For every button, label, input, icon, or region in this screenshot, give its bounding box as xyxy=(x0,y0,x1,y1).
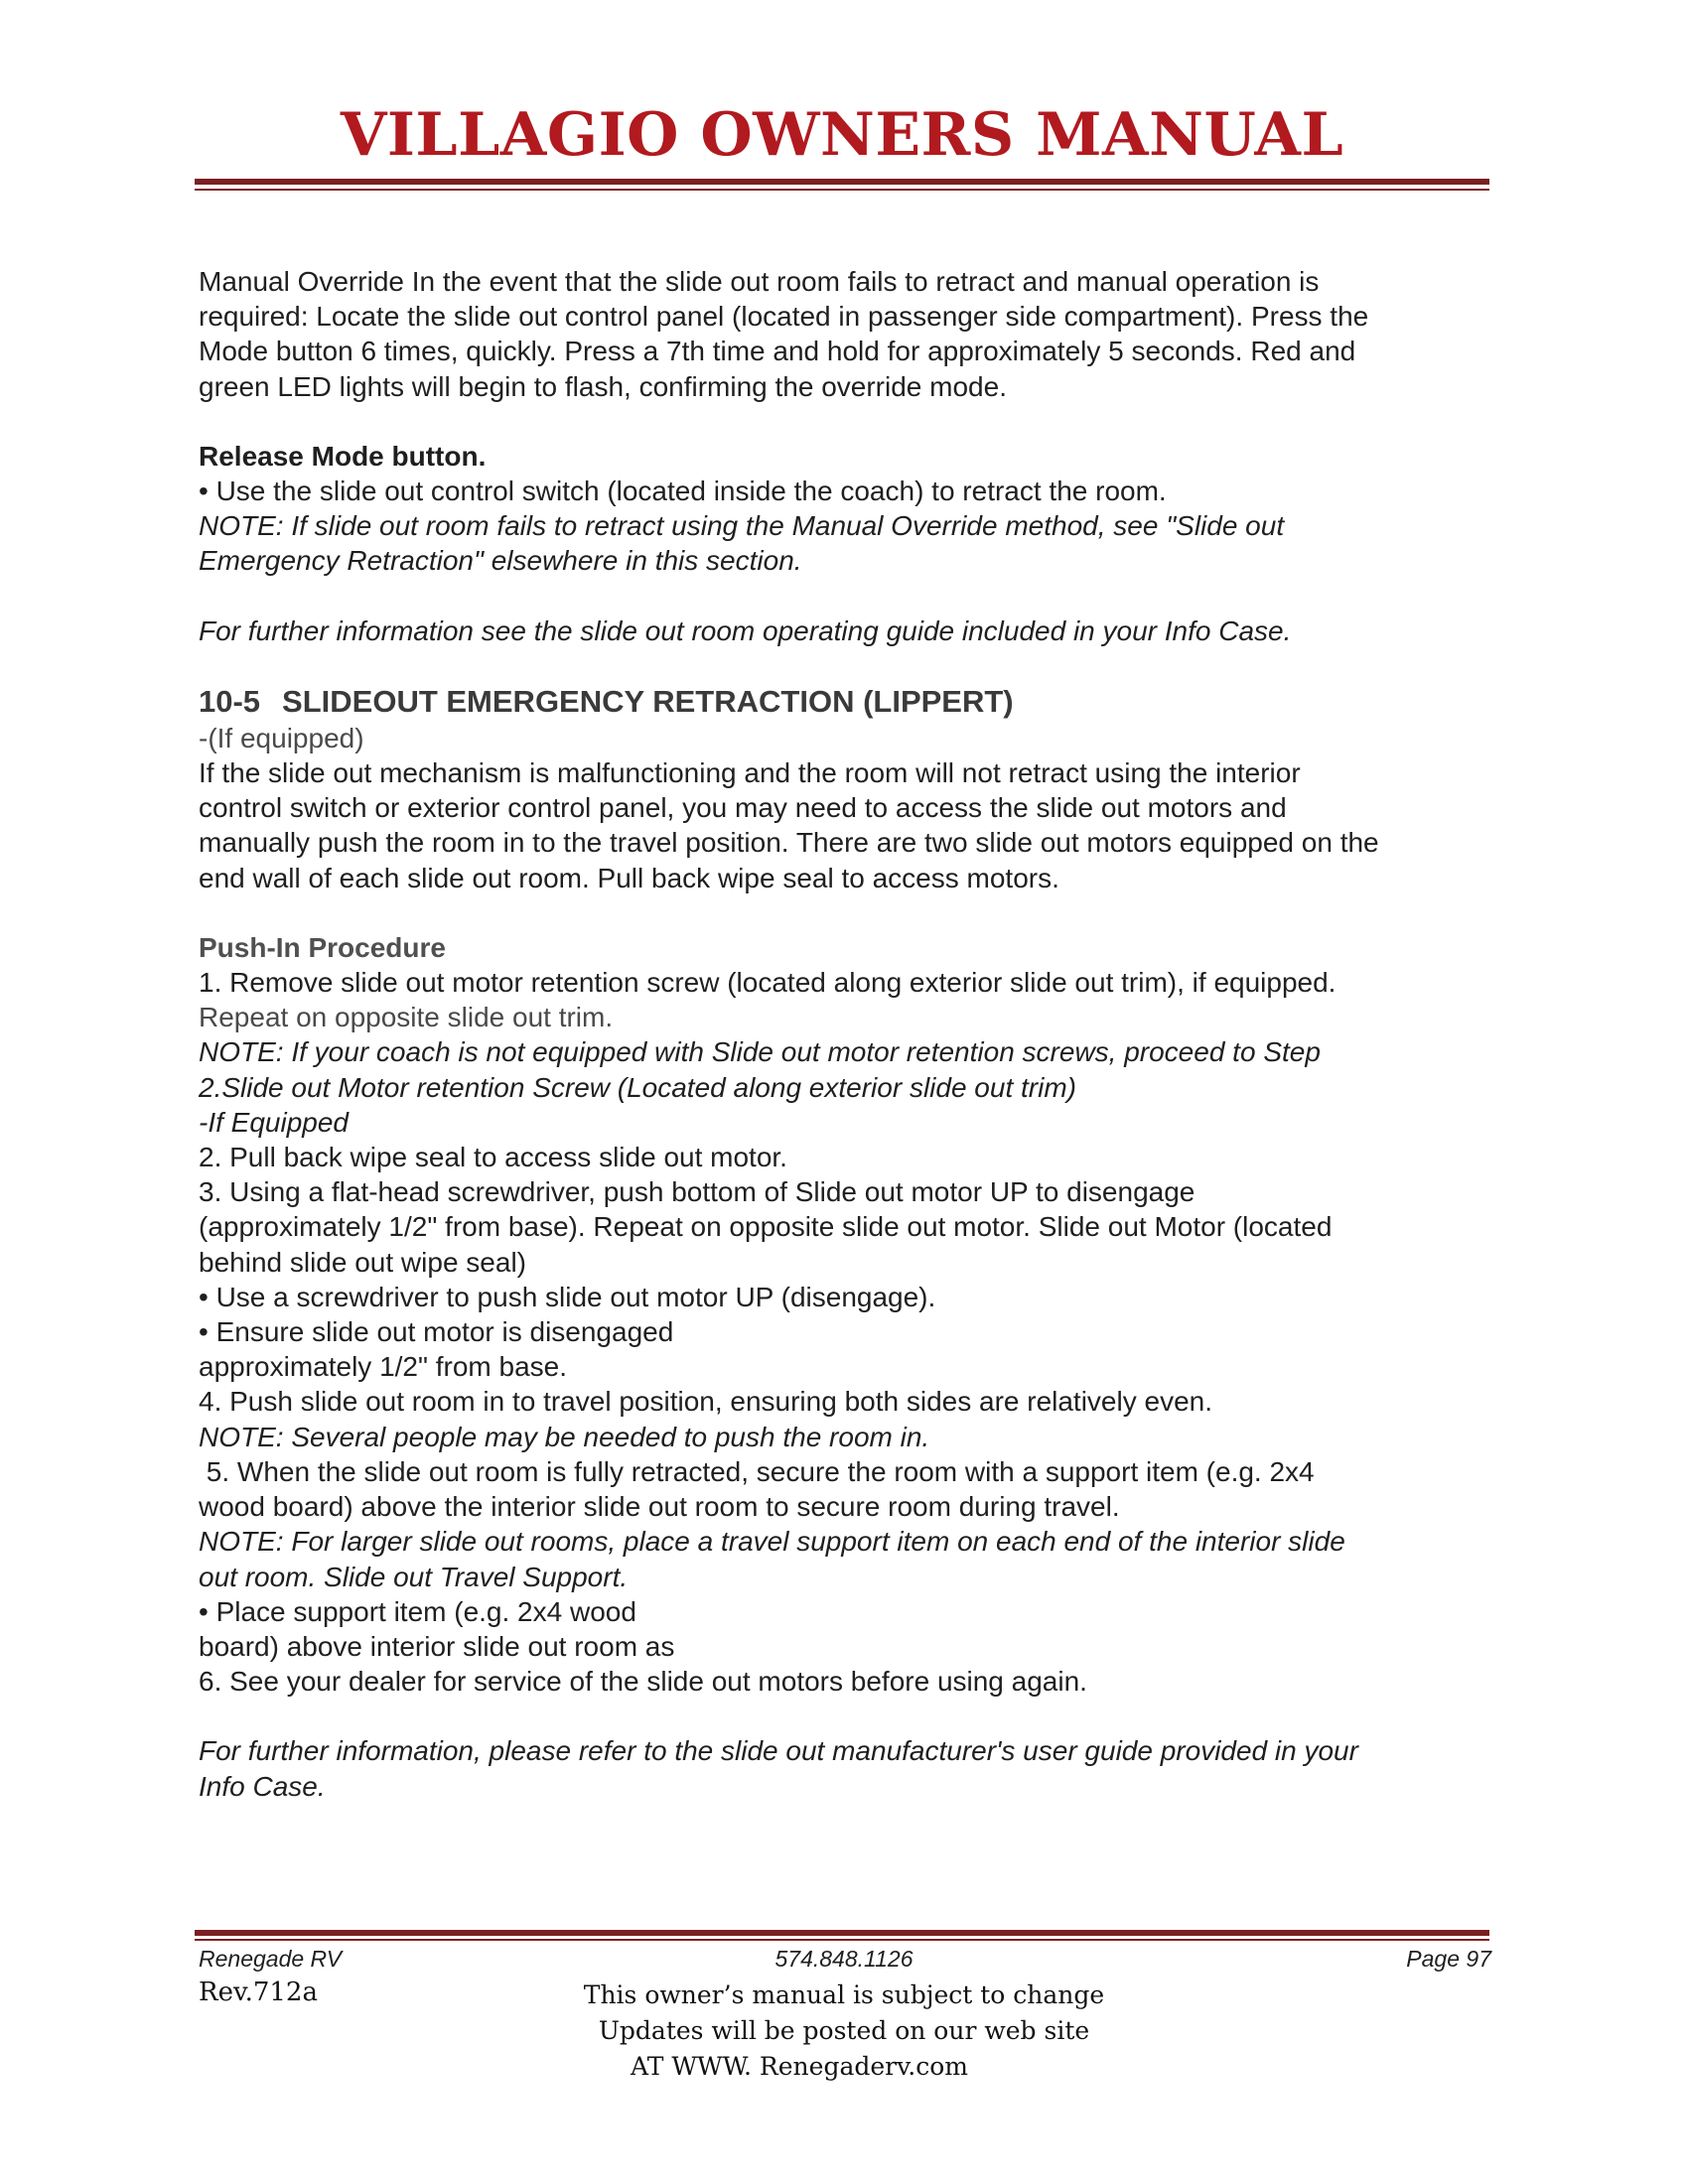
footer-phone: 574.848.1126 xyxy=(774,1946,914,1972)
override-line: Manual Override In the event that the slide out room fails to retract and manual operation is xyxy=(199,266,1320,297)
override-line: Mode button 6 times, quickly. Press a 7th time and hold for approximately 5 seconds. Red and xyxy=(199,336,1356,367)
step-2: 2. Pull back wipe seal to access slide out motor. xyxy=(199,1142,787,1173)
section-equipped: -(If equipped) xyxy=(199,722,364,753)
step-5-line: wood board) above the interior slide out room to secure room during travel. xyxy=(199,1491,1120,1523)
release-note-line: NOTE: If slide out room fails to retract using the Manual Override method, see "Slide out xyxy=(199,510,1285,542)
note-line: 2.Slide out Motor retention Screw (Located along exterior slide out trim) xyxy=(199,1071,1076,1103)
footer-page-number: Page 97 xyxy=(1406,1946,1491,1972)
further-info-line: For further information, please refer to the slide out manufacturer's user guide provided in your xyxy=(199,1735,1358,1767)
footer-rule-thin xyxy=(195,1939,1489,1941)
note-line: out room. Slide out Travel Support. xyxy=(199,1561,629,1592)
step-3-line: 3. Using a flat-head screwdriver, push bottom of Slide out motor UP to disengage xyxy=(199,1176,1196,1208)
section-number: 10-5 xyxy=(199,683,261,719)
note-line: NOTE: For larger slide out rooms, place a travel support item on each end of the interior slide xyxy=(199,1526,1345,1558)
step-5-line: 5. When the slide out room is fully retracted, secure the room with a support item (e.g. 2x4 xyxy=(199,1455,1315,1487)
footer-revision: Rev.712a xyxy=(199,1978,318,2007)
step-1-continued: Repeat on opposite slide out trim. xyxy=(199,1002,614,1033)
footer-notice xyxy=(556,1978,1132,2085)
step-1: 1. Remove slide out motor retention screw (located along exterior slide out trim), if equipped. xyxy=(199,967,1336,999)
notice-line: AT WWW. Renegaderv.com xyxy=(631,2052,968,2081)
section-intro-line: control switch or exterior control panel, you may need to access the slide out motors and xyxy=(199,792,1287,824)
footer-company: Renegade RV xyxy=(199,1946,343,1972)
section-title: SLIDEOUT EMERGENCY RETRACTION (LIPPERT) xyxy=(282,683,1014,719)
bullet-item: • Ensure slide out motor is disengaged xyxy=(199,1316,674,1348)
header-rule-thin xyxy=(195,189,1489,191)
step-3-line: behind slide out wipe seal) xyxy=(199,1246,526,1278)
notice-line: Updates will be posted on our web site xyxy=(598,2016,1090,2045)
bullet-item-continued: approximately 1/2" from base. xyxy=(199,1351,567,1383)
bullet-item-continued: board) above interior slide out room as xyxy=(199,1630,675,1662)
footer-rule-thick xyxy=(195,1930,1489,1936)
bullet-item: • Use a screwdriver to push slide out motor UP (disengage). xyxy=(199,1281,936,1312)
release-bullet: • Use the slide out control switch (located inside the coach) to retract the room. xyxy=(199,476,1167,507)
note-line: NOTE: Several people may be needed to push the room in. xyxy=(199,1421,930,1452)
section-intro-line: end wall of each slide out room. Pull back wipe seal to access motors. xyxy=(199,862,1059,893)
section-heading xyxy=(199,683,1499,721)
bullet-item: • Place support item (e.g. 2x4 wood xyxy=(199,1595,636,1627)
notice-line: This owner’s manual is subject to change xyxy=(583,1980,1105,2009)
step-4: 4. Push slide out room in to travel position, ensuring both sides are relatively even. xyxy=(199,1386,1213,1418)
note-line: -If Equipped xyxy=(199,1106,349,1138)
release-further-info: For further information see the slide out room operating guide included in your Info Case. xyxy=(199,614,1292,646)
step-6: 6. See your dealer for service of the slide out motors before using again. xyxy=(199,1666,1087,1698)
note-line: NOTE: If your coach is not equipped with Slide out motor retention screws, proceed to Step xyxy=(199,1036,1321,1068)
further-info-line: Info Case. xyxy=(199,1770,326,1802)
release-heading: Release Mode button. xyxy=(199,440,487,472)
page-title: VILLAGIO OWNERS MANUAL xyxy=(340,100,1344,170)
procedure-heading: Push-In Procedure xyxy=(199,931,446,963)
header-rule-thick xyxy=(195,179,1489,185)
override-line: required: Locate the slide out control panel (located in passenger side compartment). Press the xyxy=(199,301,1369,333)
section-intro-line: If the slide out mechanism is malfunctioning and the room will not retract using the interior xyxy=(199,757,1301,789)
step-3-line: (approximately 1/2" from base). Repeat on opposite slide out motor. Slide out Motor (located xyxy=(199,1211,1333,1243)
override-line: green LED lights will begin to flash, confirming the override mode. xyxy=(199,370,1007,402)
body-content xyxy=(199,264,1499,1804)
release-note-line: Emergency Retraction" elsewhere in this section. xyxy=(199,545,802,577)
section-intro-line: manually push the room in to the travel position. There are two slide out motors equipped on the xyxy=(199,827,1379,859)
